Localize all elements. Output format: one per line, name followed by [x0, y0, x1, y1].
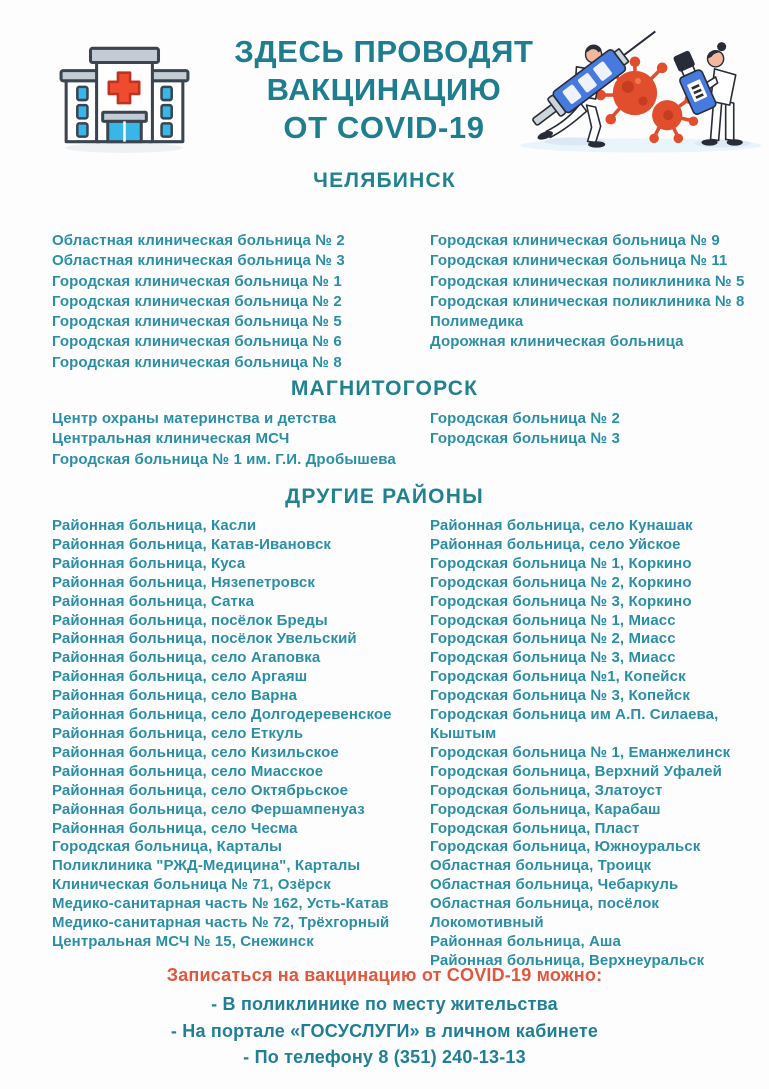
- list-item: Городская клиническая больница № 11: [430, 252, 728, 270]
- list-item: Медико-санитарная часть № 72, Трёхгорный: [52, 914, 390, 932]
- section-heading-chelyabinsk: ЧЕЛЯБИНСК: [313, 169, 456, 192]
- list-item: Районная больница, Сатка: [52, 592, 255, 610]
- list-item: Городская больница № 2, Коркино: [430, 573, 692, 591]
- medics-vs-virus-illustration: [516, 22, 766, 156]
- title-line-1: ЗДЕСЬ ПРОВОДЯТ: [234, 34, 534, 69]
- list-item: Городская больница, Пласт: [430, 819, 640, 837]
- list-item: Городская больница № 1, Миасс: [430, 611, 676, 629]
- list-item: Городская больница, Карабаш: [430, 800, 661, 818]
- list-item: Городская клиническая больница № 9: [430, 232, 720, 249]
- section-heading-magnitogorsk: МАГНИТОГОРСК: [290, 377, 479, 400]
- list-item: Районная больница, село Кунашак: [430, 517, 693, 534]
- list-item: Районная больница, село Уйское: [430, 535, 681, 553]
- list-item: Районная больница, село Октябрьское: [52, 781, 349, 799]
- list-item: Районная больница, Катав-Ивановск: [52, 535, 332, 553]
- list-item: Городская больница № 3, Коркино: [430, 592, 692, 610]
- list-item: Городская больница им А.П. Силаева, Кыштым: [430, 706, 719, 742]
- list-item: Городская больница, Южноуральск: [430, 838, 701, 856]
- list-item: Поликлиника "РЖД-Медицина", Карталы: [52, 857, 361, 875]
- other-districts-right-column: [430, 517, 765, 971]
- chelyabinsk-right-column: [430, 231, 765, 353]
- list-item: Центр охраны материнства и детства: [52, 410, 337, 427]
- list-item: Городская больница, Верхний Уфалей: [430, 762, 722, 780]
- list-item: Районная больница, село Агаповка: [52, 649, 321, 667]
- list-item: Городская больница № 1, Коркино: [430, 554, 692, 572]
- footer-item: - По телефону 8 (351) 240-13-13: [243, 1047, 526, 1067]
- list-item: Районная больница, село Еткуль: [52, 724, 304, 742]
- list-item: Городская больница № 1, Еманжелинск: [430, 743, 731, 761]
- list-item: Районная больница, Аша: [430, 932, 621, 950]
- list-item: Центральная МСЧ № 15, Снежинск: [52, 932, 314, 950]
- title-line-3: ОТ COVID-19: [283, 110, 485, 145]
- list-item: Центральная клиническая МСЧ: [52, 430, 290, 448]
- medic-with-vial: [670, 42, 743, 146]
- list-item: Районная больница, село Кизильское: [52, 743, 339, 761]
- list-item: Районная больница, село Миасское: [52, 762, 324, 780]
- list-item: Областная больница, посёлок Локомотивный: [430, 895, 660, 932]
- footer-items: [0, 991, 769, 1071]
- list-item: Полимедика: [430, 313, 524, 331]
- list-item: Областная клиническая больница № 2: [52, 232, 345, 249]
- list-item: Городская больница № 3: [430, 430, 620, 448]
- hospital-building-icon: [56, 33, 193, 157]
- list-item: Городская клиническая больница № 5: [52, 313, 342, 331]
- list-item: Городская больница № 3, Миасс: [430, 649, 676, 667]
- list-item: Городская больница № 2: [430, 410, 620, 427]
- list-item: Городская больница № 3, Копейск: [430, 687, 690, 705]
- list-item: Городская клиническая больница № 1: [52, 272, 342, 290]
- list-item: Городская больница, Златоуст: [430, 781, 663, 799]
- list-item: Районная больница, Касли: [52, 517, 257, 534]
- list-item: Городская больница № 2, Миасс: [430, 630, 676, 648]
- list-item: Городская клиническая больница № 8: [52, 353, 342, 371]
- list-item: Районная больница, село Чесма: [52, 819, 298, 837]
- chelyabinsk-left-column: [52, 231, 420, 373]
- list-item: Областная клиническая больница № 3: [52, 252, 345, 270]
- magnitogorsk-left-column: [52, 409, 420, 470]
- list-item: Городская больница №1, Копейск: [430, 668, 686, 686]
- footer-heading: Записаться на вакцинацию от COVID-19 можно:: [166, 965, 603, 985]
- list-item: Областная больница, Чебаркуль: [430, 876, 679, 894]
- list-item: Городская клиническая поликлиника № 5: [430, 272, 745, 290]
- list-item: Областная больница, Троицк: [430, 857, 652, 875]
- list-item: Городская клиническая поликлиника № 8: [430, 292, 745, 310]
- list-item: Районная больница, село Долгодеревенское: [52, 706, 392, 724]
- list-item: Районная больница, село Фершампенуаз: [52, 800, 365, 818]
- list-item: Районная больница, село Варна: [52, 687, 298, 705]
- title-line-2: ВАКЦИНАЦИЮ: [266, 72, 502, 107]
- magnitogorsk-right-column: [430, 409, 765, 450]
- list-item: Районная больница, Куса: [52, 554, 246, 572]
- section-heading-other-districts: ДРУГИЕ РАЙОНЫ: [285, 485, 484, 508]
- list-item: Районная больница, Верхнеуральск: [430, 951, 705, 969]
- list-item: Районная больница, село Аргаяш: [52, 668, 308, 686]
- list-item: Дорожная клиническая больница: [430, 333, 684, 351]
- list-item: Клиническая больница № 71, Озёрск: [52, 876, 331, 894]
- list-item: Районная больница, посёлок Увельский: [52, 630, 357, 648]
- list-item: Городская больница, Карталы: [52, 838, 283, 856]
- other-districts-left-column: [52, 517, 420, 952]
- footer-item: - На портале «ГОСУСЛУГИ» в личном кабинете: [170, 1020, 599, 1041]
- footer-item: - В поликлинике по месту жительства: [211, 994, 558, 1014]
- list-item: Районная больница, посёлок Бреды: [52, 611, 328, 629]
- list-item: Городская клиническая больница № 2: [52, 292, 342, 310]
- list-item: Городская клиническая больница № 6: [52, 333, 342, 351]
- list-item: Городская больница № 1 им. Г.И. Дробышева: [52, 450, 396, 468]
- list-item: Районная больница, Нязепетровск: [52, 573, 315, 591]
- list-item: Медико-санитарная часть № 162, Усть-Катав: [52, 895, 389, 913]
